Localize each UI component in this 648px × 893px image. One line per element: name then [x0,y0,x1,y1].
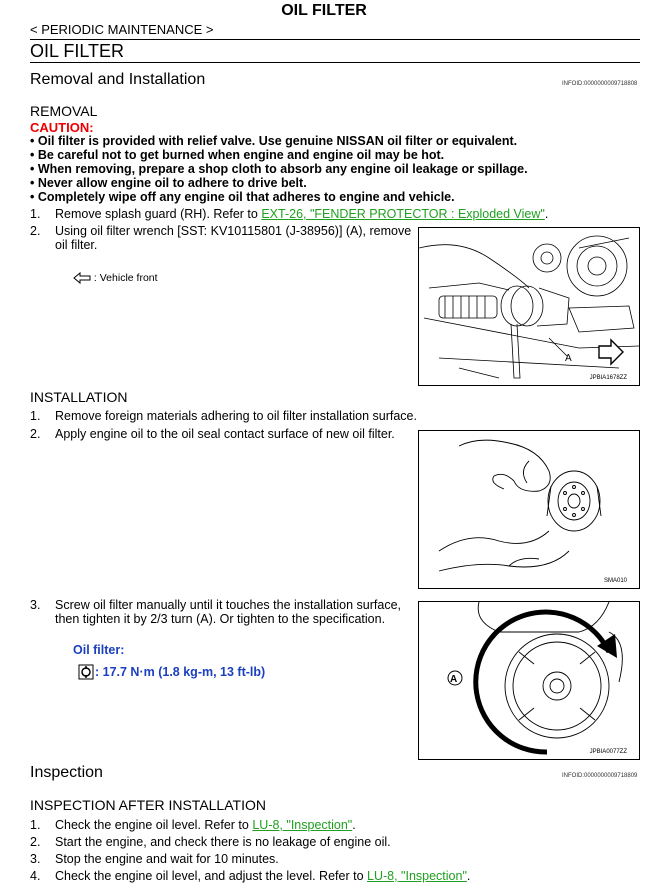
engine-illustration [419,228,639,385]
spec-label: Oil filter: [73,643,125,657]
figure-apply-oil [418,430,640,589]
arrow-left-icon [73,272,91,284]
header-title: OIL FILTER [281,2,367,19]
step-text-end: . [544,207,549,221]
installation-step-3-line2: then tighten it by 2/3 turn (A). Or tighten to the specification. [55,612,386,626]
caution-item: • Completely wipe off any engine oil that adheres to engine and vehicle. [30,190,455,204]
lu8-inspection-link[interactable]: LU-8, "Inspection" [252,818,353,832]
figure-tighten-filter [418,601,640,760]
inspection-heading: Inspection [30,764,103,781]
inspection-subheading: INSPECTION AFTER INSTALLATION [30,797,266,813]
step-number: 1. [30,207,41,221]
installation-heading: INSTALLATION [30,389,128,405]
figure-id: JPBIA1678ZZ [589,375,627,381]
step-text: Check the engine oil level, and adjust the level. Refer to [55,869,367,883]
step-text-end: . [466,869,471,883]
torque-wrench-icon [78,664,94,685]
step-text-end: . [352,818,356,832]
installation-step-2: Apply engine oil to the oil seal contact surface of new oil filter. [55,427,395,441]
caution-item: • Be careful not to get burned when engine and engine oil may be hot. [30,148,445,162]
caution-text: Oil filter is provided with relief valve. Use genuine NISSAN oil filter or equivalent. [37,134,518,148]
step-number: 2. [30,224,41,238]
step-text: Remove splash guard (RH). Refer to [55,207,262,221]
fender-protector-link[interactable]: EXT-26, "FENDER PROTECTOR : Exploded View" [261,207,545,221]
figure-label-a: A [450,674,458,685]
caution-text: Be careful not to get burned when engine and engine oil may be hot. [37,148,445,162]
legend-text: : Vehicle front [93,272,158,284]
removal-installation-heading: Removal and Installation [30,71,206,88]
info-id: INFOID:0000000009718808 [562,81,638,87]
title-divider [30,62,640,63]
header-divider [30,39,640,40]
caution-item: • Never allow engine oil to adhere to drive belt. [30,176,307,190]
page-title: OIL FILTER [30,41,125,61]
installation-step-3-line1: Screw oil filter manually until it touches the installation surface, [55,598,401,612]
inspection-step-3: Stop the engine and wait for 10 minutes. [55,852,279,866]
vehicle-front-arrow-icon [599,340,623,364]
step-number: 3. [30,852,41,866]
step-number: 1. [30,818,41,832]
step-number: 4. [30,869,41,883]
hands-filter-illustration [419,431,639,588]
vehicle-front-legend [73,272,158,284]
caution-text: Completely wipe off any engine oil that adheres to engine and vehicle. [37,190,455,204]
lu8-inspection-link[interactable]: LU-8, "Inspection" [367,869,467,883]
inspection-step-4 [55,869,470,883]
figure-id: SMA010 [603,578,627,584]
caution-item: • Oil filter is provided with relief valve. Use genuine NISSAN oil filter or equivalent. [30,134,518,148]
figure-label-a: A [565,353,572,364]
inspection-step-1 [55,818,356,832]
step-number: 1. [30,409,41,423]
installation-step-1: Remove foreign materials adhering to oil filter installation surface. [55,409,417,423]
removal-step-1 [55,207,548,221]
removal-step-2-line2: oil filter. [55,238,98,252]
removal-heading: REMOVAL [30,103,98,119]
step-number: 3. [30,598,41,612]
removal-step-2-line1: Using oil filter wrench [SST: KV10115801 (J-38956)] (A), remove [55,224,412,238]
caution-item: • When removing, prepare a shop cloth to absorb any engine oil leakage or spillage. [30,162,528,176]
inspection-step-2: Start the engine, and check there is no leakage of engine oil. [55,835,391,849]
figure-id: JPBIA0077ZZ [589,749,627,755]
caution-text: When removing, prepare a shop cloth to absorb any engine oil leakage or spillage. [37,162,528,176]
breadcrumb: < PERIODIC MAINTENANCE > [30,22,214,37]
info-id: INFOID:0000000009718809 [562,773,638,779]
figure-oil-filter-removal [418,227,640,386]
caution-label: CAUTION: [30,120,94,135]
spec-value: : 17.7 N·m (1.8 kg-m, 13 ft-lb) [95,665,266,679]
caution-text: Never allow engine oil to adhere to drive belt. [37,176,307,190]
step-text: Check the engine oil level. Refer to [55,818,253,832]
filter-rotation-illustration [419,602,639,759]
step-number: 2. [30,835,41,849]
step-number: 2. [30,427,41,441]
